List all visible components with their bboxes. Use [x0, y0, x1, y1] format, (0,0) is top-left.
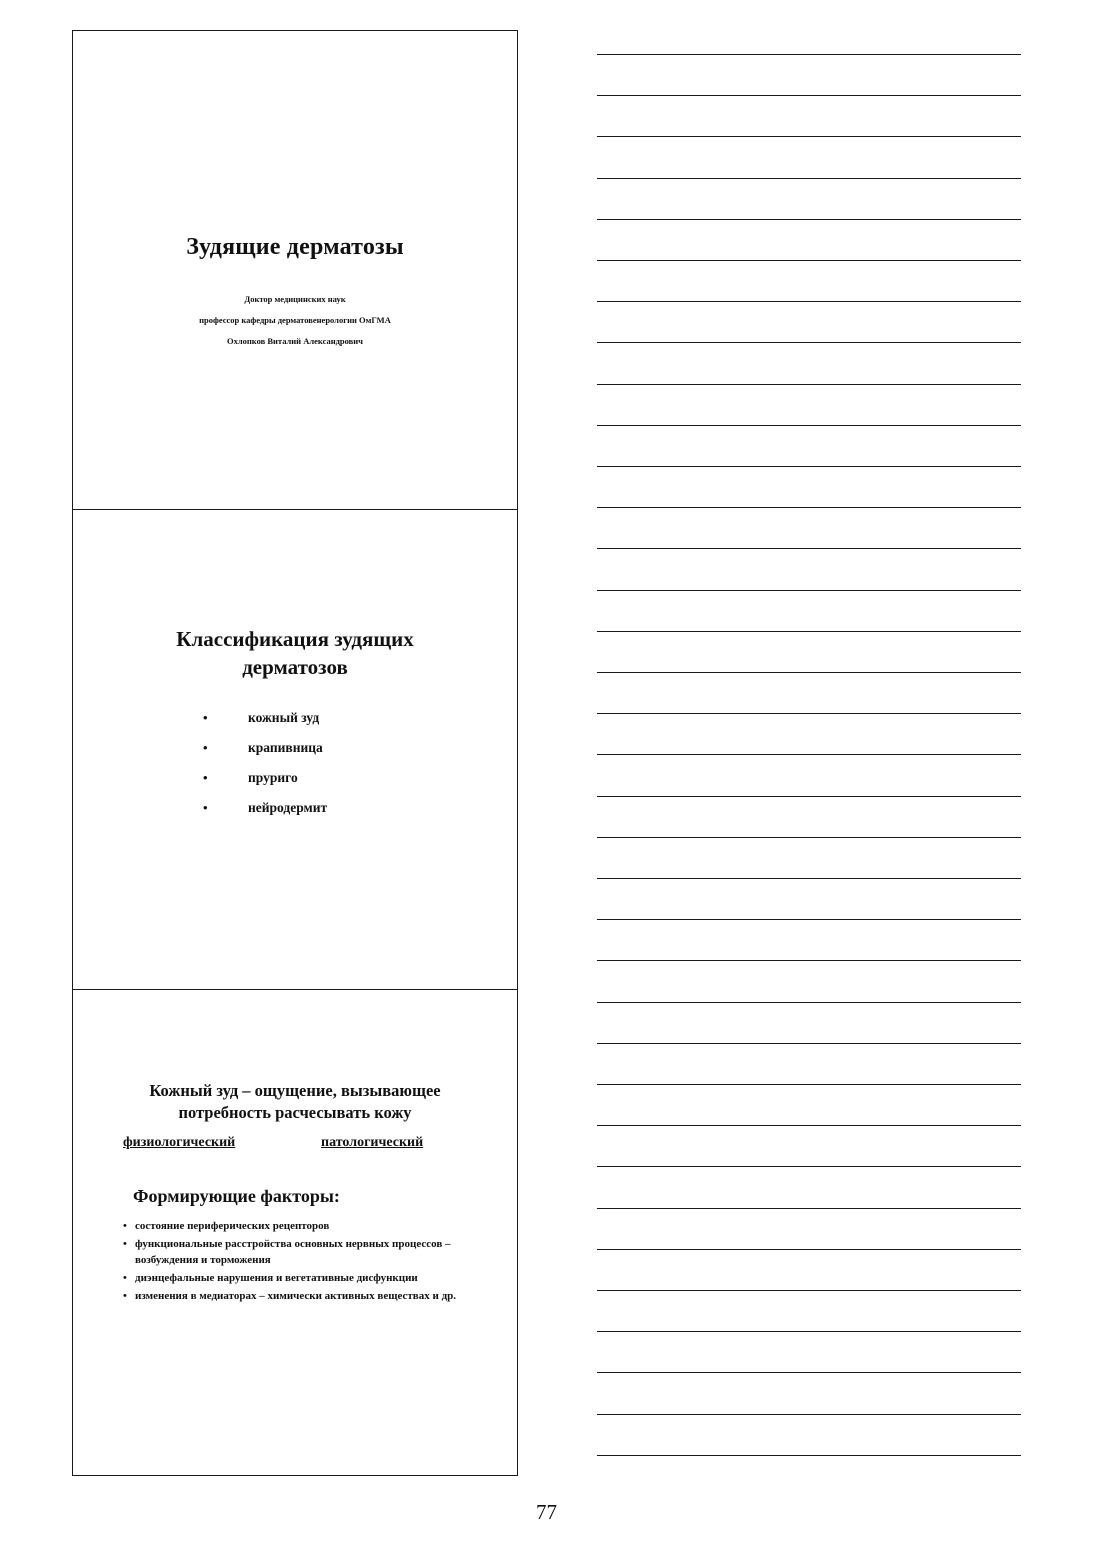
- note-line: [597, 1249, 1021, 1250]
- note-line: [597, 672, 1021, 673]
- author-name: Охлопков Виталий Александрович: [227, 336, 363, 346]
- page-number: 77: [536, 1500, 557, 1524]
- note-line: [597, 590, 1021, 591]
- note-line: [597, 1166, 1021, 1167]
- note-line: [597, 219, 1021, 220]
- note-line: [597, 878, 1021, 879]
- list-item-label: нейродермит: [248, 800, 328, 815]
- note-line: [597, 95, 1021, 96]
- note-line: [597, 713, 1021, 714]
- author-degree: Доктор медицинских наук: [244, 294, 346, 304]
- factor-text: функциональные расстройства основных нервных процессов – возбуждения и торможения: [135, 1238, 451, 1266]
- slide-3-title: [73, 1080, 517, 1124]
- slide-2-title-line-1: Классификация зудящих: [176, 627, 414, 651]
- note-line: [597, 1208, 1021, 1209]
- bullet-icon: •: [203, 800, 208, 815]
- list-item: [123, 1288, 473, 1304]
- bullet-icon: •: [123, 1290, 127, 1302]
- note-line: [597, 54, 1021, 55]
- note-line: [597, 754, 1021, 755]
- factors-list: [123, 1218, 473, 1306]
- note-line: [597, 507, 1021, 508]
- slide-skin-itch: [73, 989, 517, 1475]
- list-item-label: пруриго: [248, 770, 298, 785]
- slide-2-title-line-2: дерматозов: [242, 655, 348, 679]
- slide-3-title-line-1: Кожный зуд – ощущение, вызывающее: [149, 1081, 441, 1100]
- author-block: [73, 289, 517, 352]
- bullet-icon: •: [203, 770, 208, 785]
- list-item-label: кожный зуд: [248, 710, 320, 725]
- bullet-icon: •: [203, 740, 208, 755]
- list-item: [203, 768, 327, 798]
- note-line: [597, 1455, 1021, 1456]
- note-line: [597, 136, 1021, 137]
- classification-list: [203, 708, 327, 828]
- bullet-icon: •: [203, 710, 208, 725]
- note-line: [597, 178, 1021, 179]
- author-position: профессор кафедры дерматовенерологии ОмГМА: [199, 315, 391, 325]
- slide-title: [73, 31, 517, 509]
- list-item: [123, 1236, 473, 1268]
- note-line: [597, 384, 1021, 385]
- note-line: [597, 1290, 1021, 1291]
- type-pathological: патологический: [321, 1135, 424, 1150]
- bullet-icon: •: [123, 1272, 127, 1284]
- note-line: [597, 1125, 1021, 1126]
- note-line: [597, 960, 1021, 961]
- note-line: [597, 1331, 1021, 1332]
- note-line: [597, 1002, 1021, 1003]
- factors-heading: Формирующие факторы:: [133, 1186, 340, 1206]
- slide-classification: [73, 509, 517, 989]
- factor-text: изменения в медиаторах – химически активных веществах и др.: [135, 1290, 457, 1302]
- list-item: [203, 798, 327, 828]
- note-line: [597, 796, 1021, 797]
- list-item-label: крапивница: [248, 740, 323, 755]
- factor-text: диэнцефальные нарушения и вегетативные дисфункции: [135, 1272, 418, 1284]
- slide-3-title-line-2: потребность расчесывать кожу: [178, 1103, 412, 1122]
- note-line: [597, 301, 1021, 302]
- note-line: [597, 1372, 1021, 1373]
- list-item: [123, 1218, 473, 1234]
- note-line: [597, 1414, 1021, 1415]
- note-line: [597, 342, 1021, 343]
- bullet-icon: •: [123, 1238, 127, 1250]
- note-line: [597, 466, 1021, 467]
- slide-2-title: [73, 625, 517, 681]
- slides-column: [72, 30, 518, 1476]
- note-line: [597, 1043, 1021, 1044]
- slide-1-title: Зудящие дерматозы: [186, 234, 404, 260]
- note-line: [597, 837, 1021, 838]
- note-line: [597, 631, 1021, 632]
- note-line: [597, 1084, 1021, 1085]
- list-item: [123, 1270, 473, 1286]
- note-line: [597, 548, 1021, 549]
- list-item: [203, 708, 327, 738]
- factor-text: состояние периферических рецепторов: [135, 1220, 330, 1232]
- note-line: [597, 260, 1021, 261]
- type-physiological: физиологический: [123, 1135, 236, 1150]
- list-item: [203, 738, 327, 768]
- note-line: [597, 425, 1021, 426]
- bullet-icon: •: [123, 1220, 127, 1232]
- note-line: [597, 919, 1021, 920]
